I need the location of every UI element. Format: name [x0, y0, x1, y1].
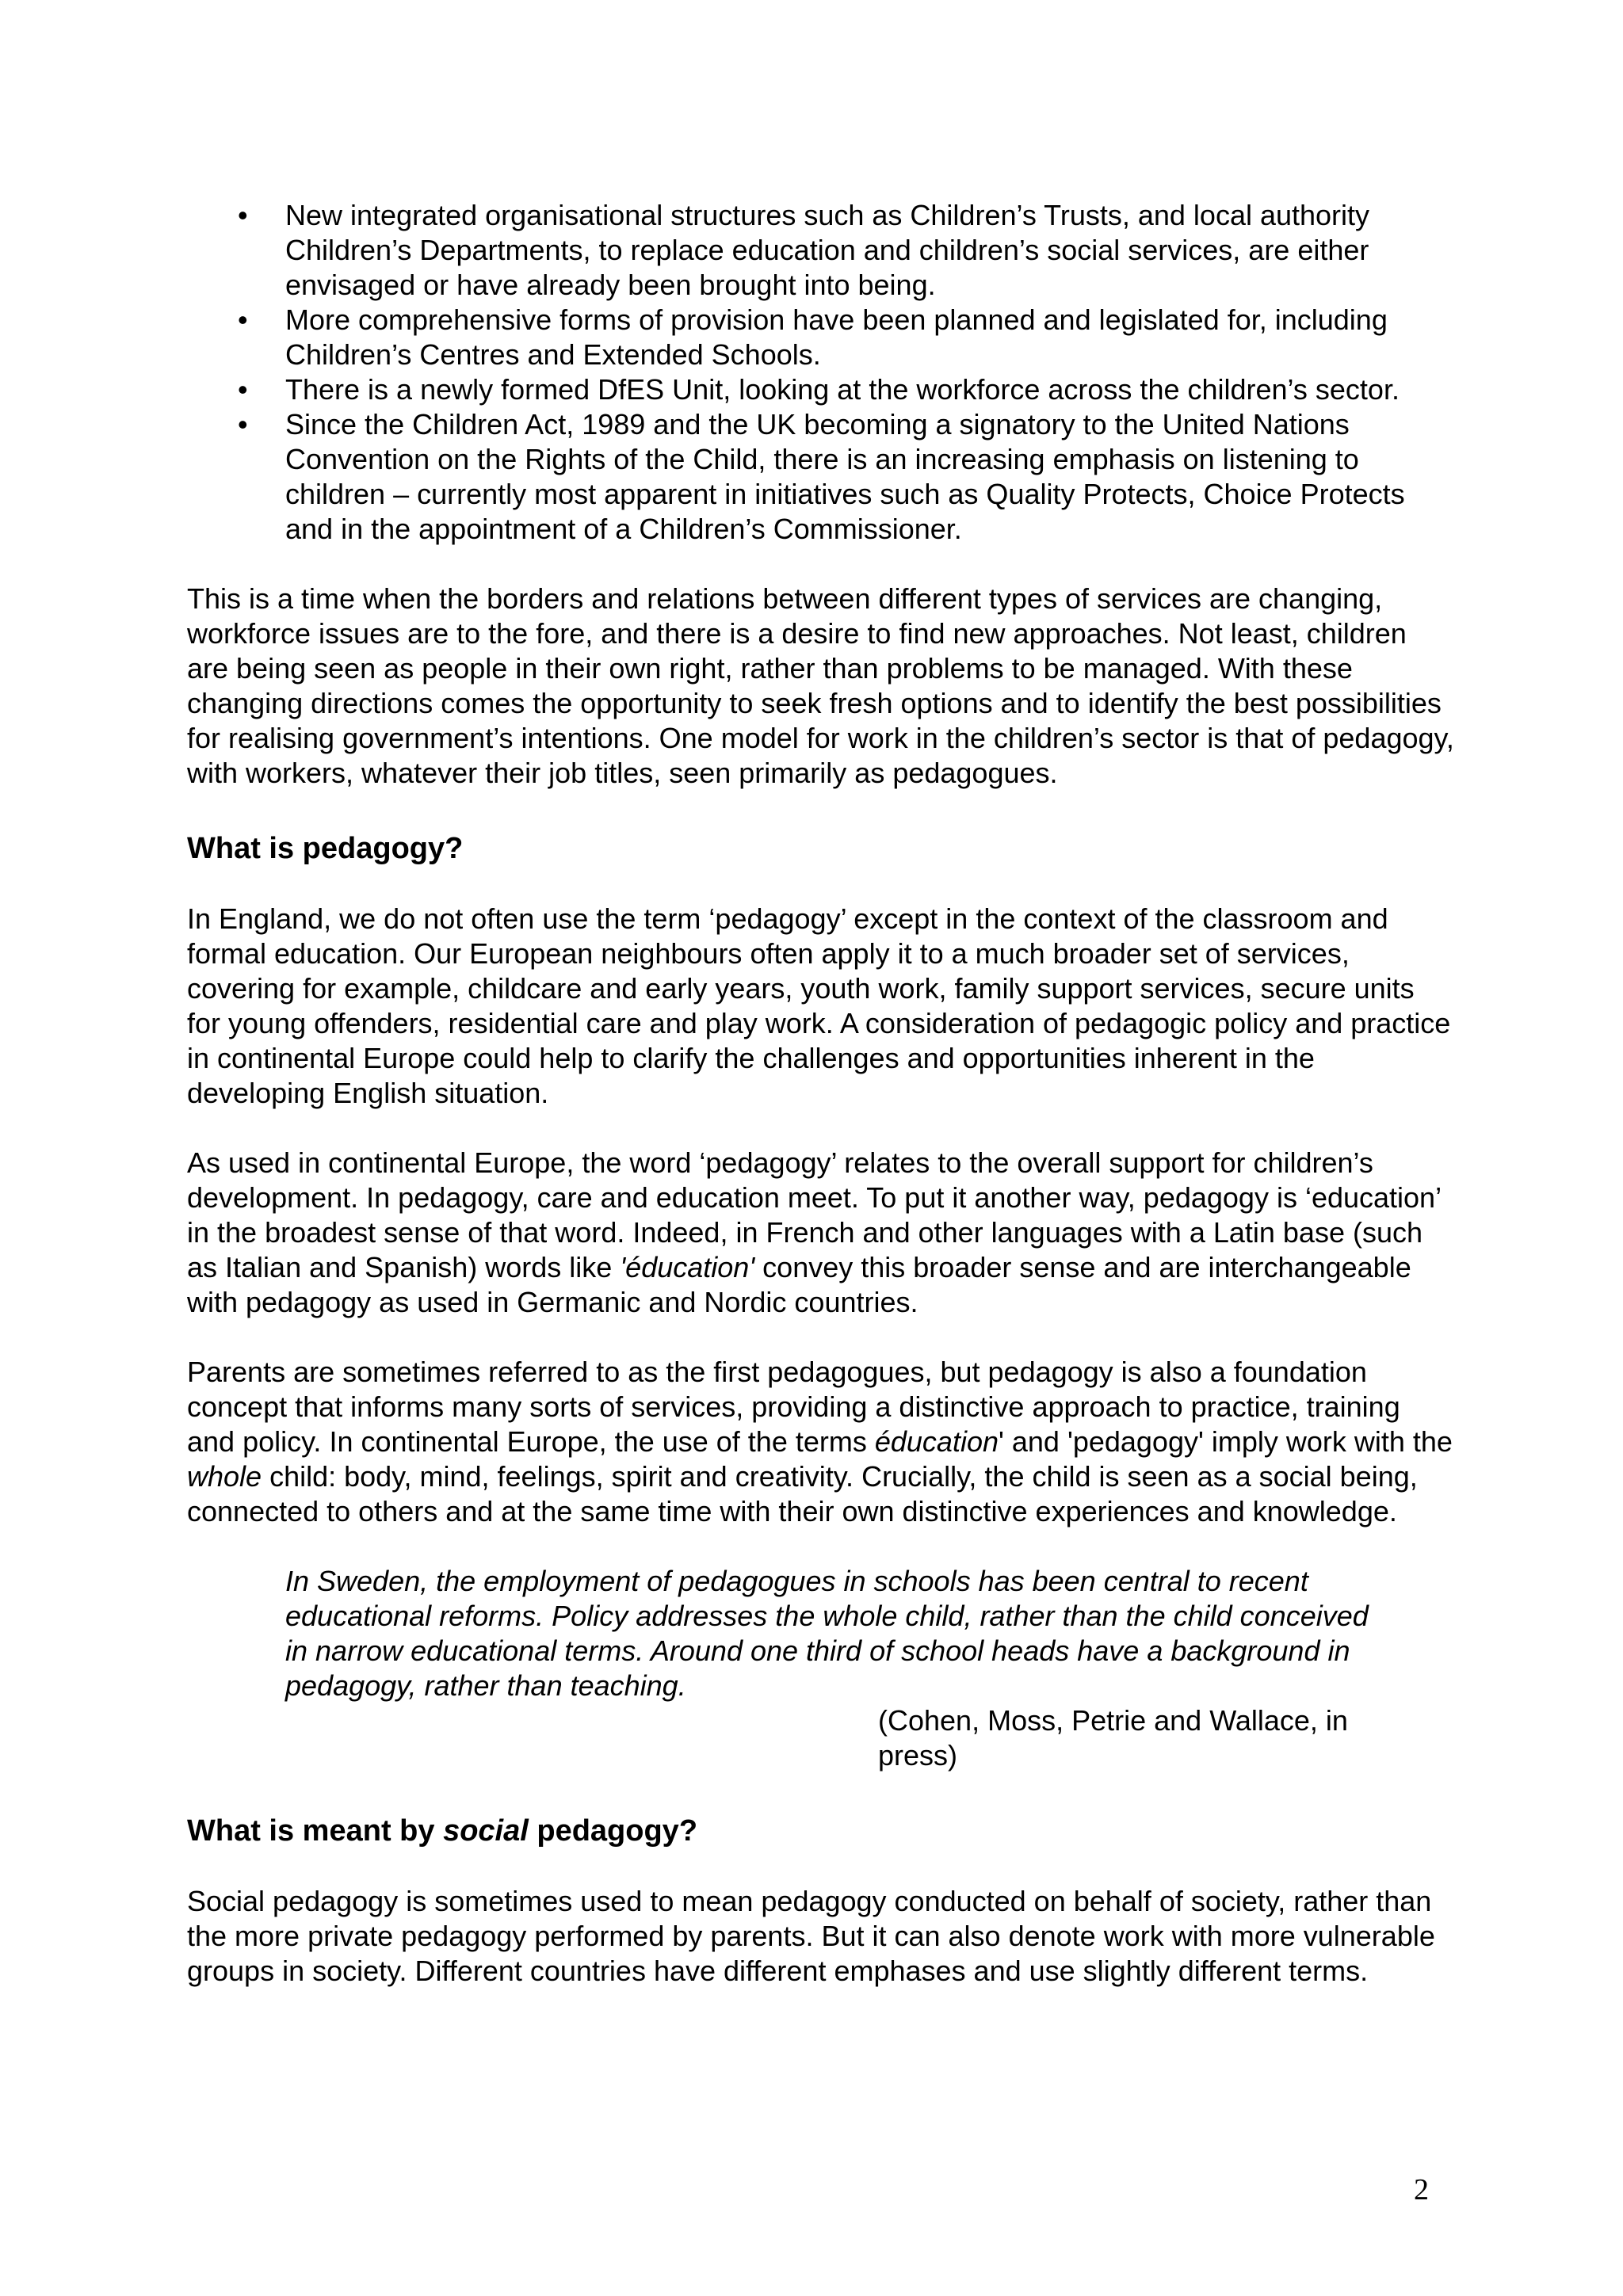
page-content [187, 198, 1455, 1989]
social-pedagogy-paragraph: Social pedagogy is sometimes used to mean pedagogy conducted on behalf of society, rather than the more private pedagogy performed by parents. But it can also denote work with more vulnerable groups in society. Different countries have different emphases and use slightly different terms. [187, 1885, 1435, 1987]
text-run: ' and 'pedagogy' imply work with the [999, 1425, 1453, 1458]
bullet-item [187, 198, 1455, 303]
text-run: convey this broader sense and are interchangeable with pedagogy as used in Germanic and Nordic countries. [187, 1251, 1411, 1318]
bullet-icon: • [238, 199, 248, 231]
text-run: As used in continental Europe, the word ‘pedagogy’ relates to the overall support for children’s development. In pedagogy, care and education meet. To put it another way, pedagogy is ‘education’ in the broadest sense of that word. Indeed, in French and other languages with a Latin base (such as Italian and Spanish) words like [187, 1146, 1441, 1283]
italic-text-run: éducation [874, 1425, 999, 1458]
italic-text-run: whole [187, 1460, 262, 1493]
heading-text-run: What is meant by [187, 1814, 444, 1848]
text-run: Parents are sometimes referred to as the first pedagogues, but pedagogy is also a foundation concept that informs many sorts of services, providing a distinctive approach to practice, training and policy. In continental Europe, the use of the terms [187, 1356, 1400, 1458]
bullet-text: New integrated organisational structures such as Children’s Trusts, and local authority Children’s Departments, to replace education and children’s social services, are either envisaged or have already been brought into being. [285, 199, 1370, 301]
pedagogy-paragraph-1: In England, we do not often use the term ‘pedagogy’ except in the context of the classroom and formal education. Our European neighbours often apply it to a much broader set of services, covering for example, childcare and early years, youth work, family support services, secure units for young offenders, residential care and play work. A consideration of pedagogic policy and practice in continental Europe could help to clarify the challenges and opportunities inherent in the developing English situation. [187, 902, 1451, 1109]
bullet-list [187, 198, 1455, 547]
bullet-text: There is a newly formed DfES Unit, looking at the workforce across the children’s sector. [285, 373, 1400, 406]
heading-text-run: pedagogy? [528, 1814, 698, 1848]
section-heading-social-pedagogy [187, 1813, 1455, 1849]
heading-italic-run: social [443, 1814, 529, 1848]
bullet-icon: • [238, 373, 248, 406]
bullet-item [187, 407, 1455, 547]
bullet-item [187, 303, 1455, 372]
bullet-item [187, 372, 1455, 407]
bullet-text: More comprehensive forms of provision have been planned and legislated for, including Children’s Centres and Extended Schools. [285, 303, 1388, 371]
bullet-icon: • [238, 408, 248, 441]
bullet-text: Since the Children Act, 1989 and the UK becoming a signatory to the United Nations Convention on the Rights of the Child, there is an increasing emphasis on listening to children – currently most apparent in initiatives such as Quality Protects, Choice Protects and in the appointment of a Children’s Commissioner. [285, 408, 1405, 545]
page-number: 2 [1414, 2173, 1429, 2206]
text-run: child: body, mind, feelings, spirit and creativity. Crucially, the child is seen as a social being, connected to others and at the same time with their own distinctive experiences and knowledge. [187, 1460, 1418, 1527]
section-heading-what-is-pedagogy: What is pedagogy? [187, 832, 464, 865]
quote-text: In Sweden, the employment of pedagogues in schools has been central to recent educational reforms. Policy addresses the whole child, rather than the child conceived in narrow educational terms. Around one third of school heads have a background in pedagogy, rather than teaching. [285, 1565, 1369, 1702]
pedagogy-paragraph-3 [187, 1355, 1455, 1529]
pedagogy-paragraph-2 [187, 1146, 1455, 1320]
italic-text-run: 'éducation' [620, 1251, 755, 1283]
block-quote [187, 1564, 1379, 1773]
quote-citation: (Cohen, Moss, Petrie and Wallace, in press) [878, 1704, 1348, 1772]
bullet-icon: • [238, 303, 248, 336]
intro-paragraph: This is a time when the borders and relations between different types of services are changing, workforce issues are to the fore, and there is a desire to find new approaches. Not least, children are being seen as people in their own right, rather than problems to be managed. With these changing directions comes the opportunity to seek fresh options and to identify the best possibilities for realising government’s intentions. One model for work in the children’s sector is that of pedagogy, with workers, whatever their job titles, seen primarily as pedagogues. [187, 582, 1454, 789]
